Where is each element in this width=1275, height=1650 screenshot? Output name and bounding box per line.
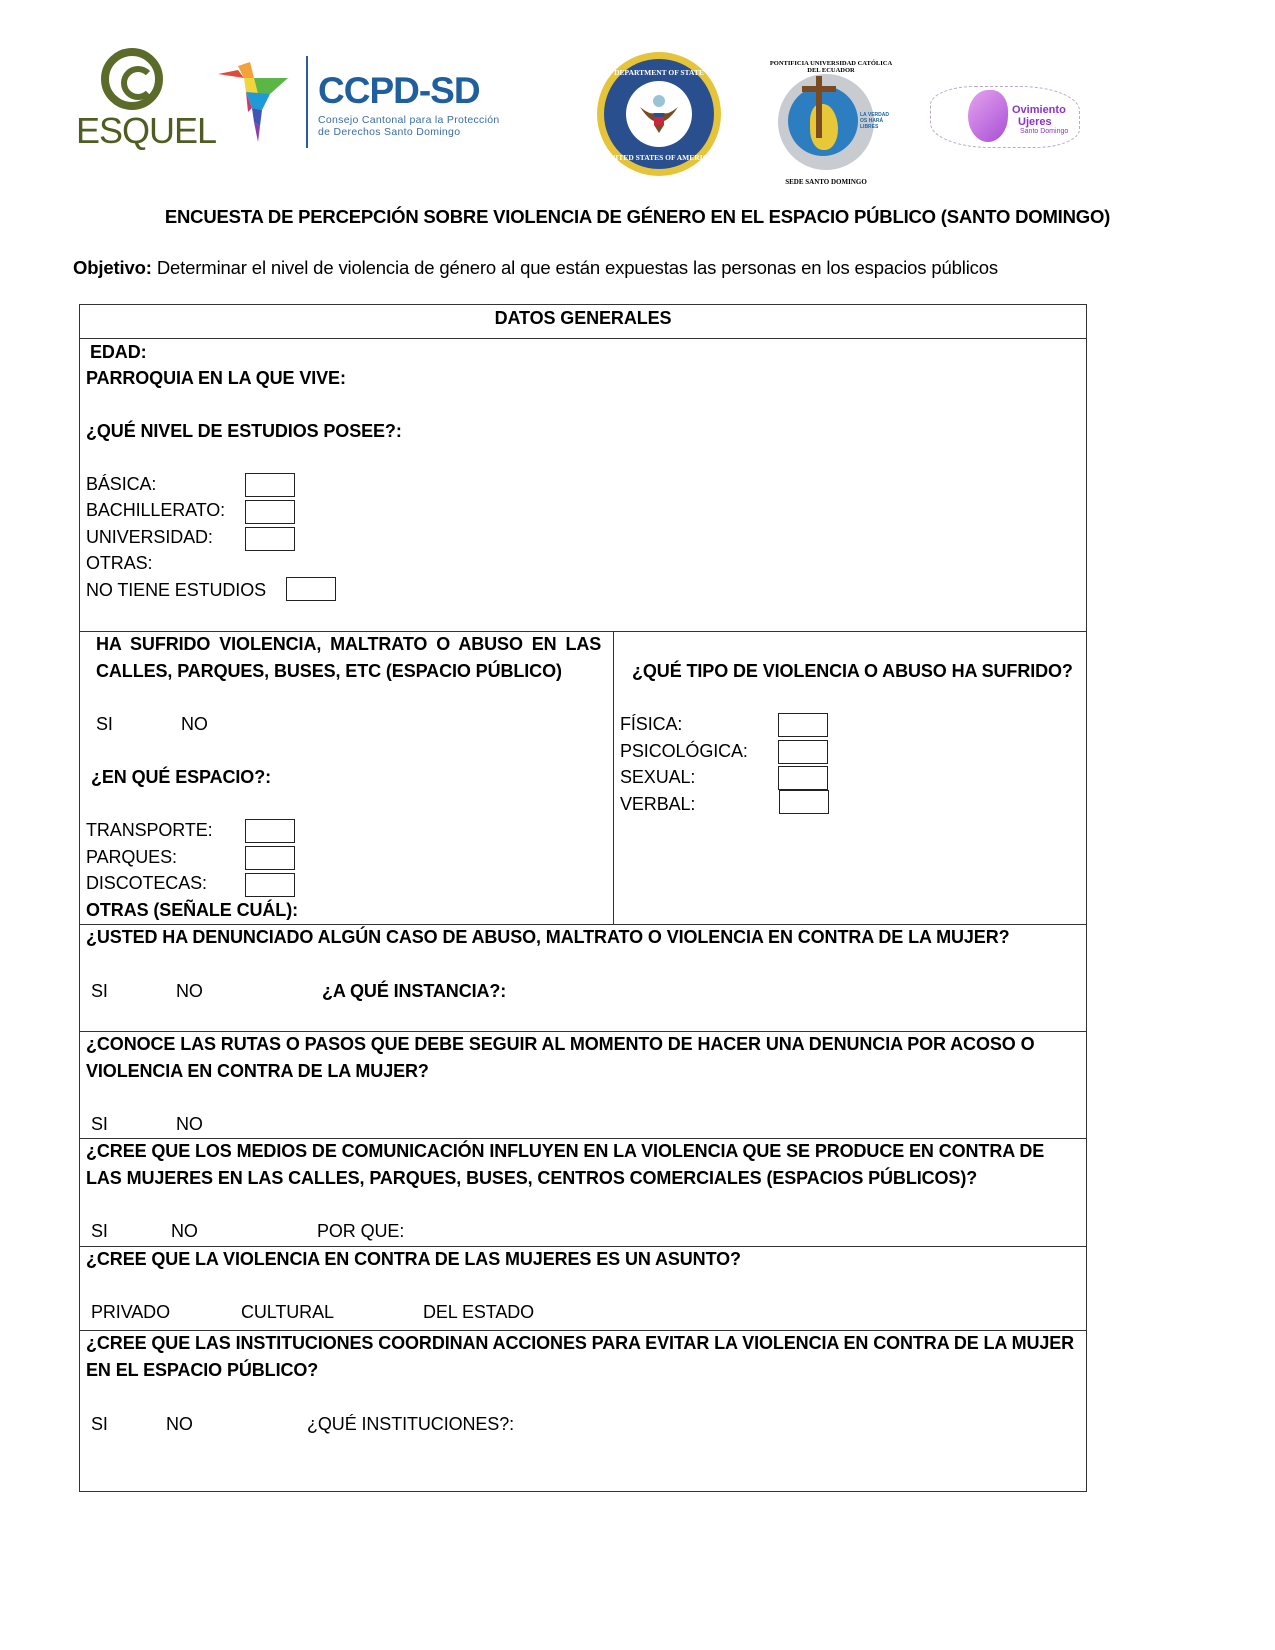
checkbox-parques[interactable] bbox=[245, 846, 295, 870]
tipo-violencia-question: ¿QUÉ TIPO DE VIOLENCIA O ABUSO HA SUFRIDO? bbox=[632, 661, 1073, 681]
instituciones-question-line1: ¿CREE QUE LAS INSTITUCIONES COORDINAN ACCIONES PARA EVITAR LA VIOLENCIA EN CONTRA DE LA MUJER bbox=[86, 1333, 1075, 1353]
medios-question-line1: ¿CREE QUE LOS MEDIOS DE COMUNICACIÓN INFLUYEN EN LA VIOLENCIA QUE SE PRODUCE EN CONTRA DE bbox=[86, 1141, 1045, 1161]
estudios-option-otras: OTRAS: bbox=[86, 553, 153, 573]
puce-arc-text: PONTIFICIA UNIVERSIDAD CATÓLICA DEL ECUADOR bbox=[769, 60, 893, 74]
divider bbox=[80, 924, 1086, 925]
asunto-option-cultural[interactable]: CULTURAL bbox=[241, 1302, 334, 1322]
estudios-option-bachillerato: BACHILLERATO: bbox=[86, 500, 226, 520]
ccpd-sub-line1: Consejo Cantonal para la Protección bbox=[318, 114, 500, 126]
espacio-option-parques: PARQUES: bbox=[86, 847, 177, 867]
medios-por-que-label: POR QUE: bbox=[317, 1221, 405, 1241]
movimiento-line2: Ujeres bbox=[1018, 116, 1052, 128]
denuncia-instancia-label: ¿A QUÉ INSTANCIA?: bbox=[322, 981, 507, 1001]
datos-generales-header: DATOS GENERALES bbox=[494, 308, 672, 328]
checkbox-verbal[interactable] bbox=[779, 790, 829, 814]
ccpd-sub-line2: de Derechos Santo Domingo bbox=[318, 126, 461, 138]
medios-option-no[interactable]: NO bbox=[171, 1221, 198, 1241]
parroquia-label: PARROQUIA EN LA QUE VIVE: bbox=[86, 368, 346, 388]
divider bbox=[80, 631, 1086, 632]
espacio-question: ¿EN QUÉ ESPACIO?: bbox=[91, 767, 271, 787]
rutas-option-si[interactable]: SI bbox=[91, 1114, 108, 1134]
rutas-question-line2: VIOLENCIA EN CONTRA DE LA MUJER? bbox=[86, 1061, 429, 1081]
medios-question-line2: LAS MUJERES EN LAS CALLES, PARQUES, BUSES, CENTROS COMERCIALES (ESPACIOS PÚBLICOS)? bbox=[86, 1168, 978, 1188]
woman-profile-icon bbox=[968, 90, 1008, 142]
checkbox-psicologica[interactable] bbox=[778, 740, 828, 764]
instituciones-option-si[interactable]: SI bbox=[91, 1414, 108, 1434]
rutas-option-no[interactable]: NO bbox=[176, 1114, 203, 1134]
violencia-question-line1: HA SUFRIDO VIOLENCIA, MALTRATO O ABUSO EN LAS bbox=[96, 634, 602, 654]
tipo-option-fisica: FÍSICA: bbox=[620, 714, 683, 734]
denuncia-question: ¿USTED HA DENUNCIADO ALGÚN CASO DE ABUSO, MALTRATO O VIOLENCIA EN CONTRA DE LA MUJER? bbox=[86, 927, 1010, 947]
seal-bottom-text: UNITED STATES OF AMERICA bbox=[604, 153, 714, 162]
checkbox-sexual[interactable] bbox=[778, 766, 828, 790]
objective-label: Objetivo: bbox=[73, 257, 152, 278]
movimiento-mujeres-logo bbox=[930, 86, 1080, 148]
divider bbox=[80, 1031, 1086, 1032]
instituciones-question-line2: EN EL ESPACIO PÚBLICO? bbox=[86, 1360, 319, 1380]
movimiento-line1: Ovimiento bbox=[1012, 104, 1066, 116]
department-of-state-seal bbox=[597, 52, 721, 176]
estudios-option-sin-estudios: NO TIENE ESTUDIOS bbox=[86, 580, 266, 600]
checkbox-universidad[interactable] bbox=[245, 527, 295, 551]
asunto-question: ¿CREE QUE LA VIOLENCIA EN CONTRA DE LAS MUJERES ES UN ASUNTO? bbox=[86, 1249, 741, 1269]
checkbox-fisica[interactable] bbox=[778, 713, 828, 737]
instituciones-option-no[interactable]: NO bbox=[166, 1414, 193, 1434]
divider bbox=[80, 1330, 1086, 1331]
checkbox-discotecas[interactable] bbox=[245, 873, 295, 897]
esquel-logo-text: ESQUEL bbox=[76, 110, 217, 151]
survey-form bbox=[79, 304, 1087, 1492]
divider bbox=[80, 1138, 1086, 1139]
medios-option-si[interactable]: SI bbox=[91, 1221, 108, 1241]
estudios-option-basica: BÁSICA: bbox=[86, 474, 157, 494]
puce-sede-text: SEDE SANTO DOMINGO bbox=[785, 178, 867, 186]
checkbox-basica[interactable] bbox=[245, 473, 295, 497]
rutas-question-line1: ¿CONOCE LAS RUTAS O PASOS QUE DEBE SEGUIR AL MOMENTO DE HACER UNA DENUNCIA POR ACOSO O bbox=[86, 1034, 1035, 1054]
ccpd-logo-subtitle bbox=[318, 114, 500, 138]
eagle-icon bbox=[638, 93, 680, 135]
hummingbird-icon bbox=[218, 60, 288, 142]
denuncia-option-si[interactable]: SI bbox=[91, 981, 108, 1001]
esquel-swirl-icon bbox=[101, 48, 163, 110]
espacio-option-transporte: TRANSPORTE: bbox=[86, 820, 213, 840]
divider bbox=[80, 1246, 1086, 1247]
seal-top-text: DEPARTMENT OF STATE bbox=[614, 68, 704, 77]
checkbox-transporte[interactable] bbox=[245, 819, 295, 843]
espacio-otras-label: OTRAS (SEÑALE CUÁL): bbox=[86, 900, 298, 920]
column-divider bbox=[613, 631, 614, 924]
globe-icon bbox=[788, 86, 858, 156]
checkbox-bachillerato[interactable] bbox=[245, 500, 295, 524]
ccpd-divider bbox=[306, 56, 308, 148]
asunto-option-del-estado[interactable]: DEL ESTADO bbox=[423, 1302, 535, 1322]
esquel-logo bbox=[76, 48, 217, 151]
estudios-option-universidad: UNIVERSIDAD: bbox=[86, 527, 213, 547]
violencia-option-si[interactable]: SI bbox=[96, 714, 113, 734]
tipo-option-verbal: VERBAL: bbox=[620, 794, 696, 814]
objective-text: Determinar el nivel de violencia de género al que están expuestas las personas en los espacios públicos bbox=[151, 257, 999, 278]
puce-logo bbox=[756, 52, 896, 202]
movimiento-line3: Santo Domingo bbox=[1020, 128, 1069, 135]
asunto-option-privado[interactable]: PRIVADO bbox=[91, 1302, 170, 1322]
ccpd-logo-title: CCPD-SD bbox=[318, 70, 480, 111]
violencia-question-line2: CALLES, PARQUES, BUSES, ETC (ESPACIO PÚBLICO) bbox=[96, 661, 562, 681]
puce-motto: LA VERDAD OS HARÁ LIBRES bbox=[860, 112, 889, 130]
espacio-option-discotecas: DISCOTECAS: bbox=[86, 873, 207, 893]
tipo-option-psicologica: PSICOLÓGICA: bbox=[620, 741, 748, 761]
divider bbox=[80, 338, 1086, 339]
violencia-option-no[interactable]: NO bbox=[181, 714, 208, 734]
instituciones-cuales-label: ¿QUÉ INSTITUCIONES?: bbox=[307, 1414, 515, 1434]
document-title: ENCUESTA DE PERCEPCIÓN SOBRE VIOLENCIA DE GÉNERO EN EL ESPACIO PÚBLICO (SANTO DOMINGO) bbox=[164, 206, 1111, 227]
tipo-option-sexual: SEXUAL: bbox=[620, 767, 696, 787]
objective bbox=[73, 257, 998, 279]
edad-label: EDAD: bbox=[90, 342, 147, 362]
estudios-question: ¿QUÉ NIVEL DE ESTUDIOS POSEE?: bbox=[86, 421, 402, 441]
denuncia-option-no[interactable]: NO bbox=[176, 981, 203, 1001]
checkbox-no-tiene-estudios[interactable] bbox=[286, 577, 336, 601]
